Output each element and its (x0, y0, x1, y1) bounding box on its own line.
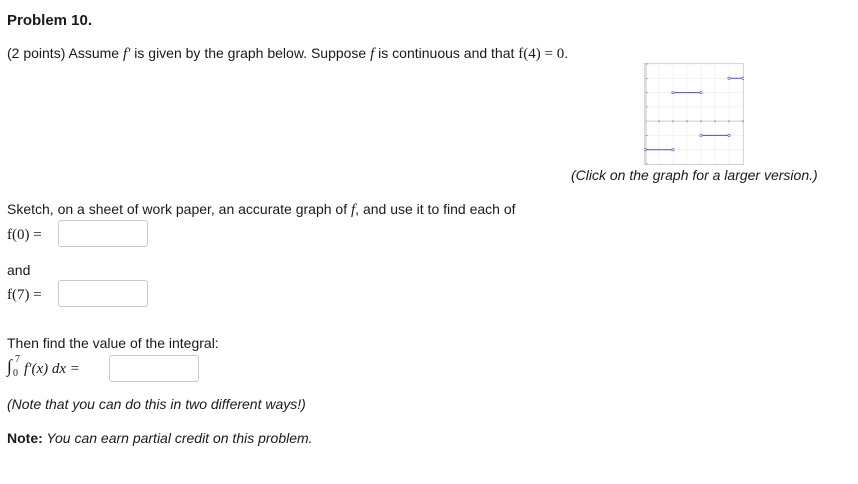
note-two-ways: (Note that you can do this in two different ways!) (7, 396, 306, 412)
integral-prompt: Then find the value of the integral: (7, 335, 219, 351)
intro-points-text: (2 points) Assume (7, 45, 123, 61)
segment-endpoint (742, 77, 744, 79)
segment-endpoint (728, 134, 730, 136)
q1-label: f(0) = (7, 227, 42, 243)
integral-upper-limit: 7 (15, 354, 20, 365)
problem-title: Problem 10. (7, 12, 93, 29)
integral-expression (7, 356, 107, 384)
problem-intro (7, 45, 568, 63)
sketch-instruction (7, 201, 516, 219)
and-text: and (7, 262, 31, 278)
segment-endpoint (728, 77, 730, 79)
fprime-graph (644, 63, 744, 165)
note-label: Note: (7, 430, 43, 446)
graph-caption: (Click on the graph for a larger version.) (571, 167, 818, 183)
fprime-graph-thumbnail[interactable] (644, 63, 744, 165)
intro-f: f (370, 46, 375, 62)
segment-endpoint (700, 134, 702, 136)
sketch-instruction-b: , and use it to find each of (355, 201, 516, 217)
intro-cont-text: is continuous and that (374, 45, 519, 61)
intro-condition: f(4) = 0 (518, 46, 565, 62)
segment-endpoint (644, 149, 646, 151)
segment-endpoint (672, 91, 674, 93)
integral-answer-input[interactable] (109, 355, 199, 382)
f7-answer-input[interactable] (58, 280, 148, 307)
partial-credit-note (7, 430, 313, 446)
integral-lower-limit: 0 (13, 368, 18, 379)
intro-given-text: is given by the graph below. Suppose (130, 45, 371, 61)
sketch-instruction-a: Sketch, on a sheet of work paper, an accurate graph of (7, 201, 351, 217)
segment-endpoint (672, 149, 674, 151)
intro-fprime: f′ (122, 46, 131, 62)
integral-sign: ∫ (7, 356, 12, 376)
sketch-instruction-f: f (351, 202, 356, 218)
note-text: You can earn partial credit on this problem. (42, 430, 313, 446)
f0-answer-input[interactable] (58, 220, 148, 247)
segment-endpoint (700, 91, 702, 93)
q2-label: f(7) = (7, 287, 42, 303)
integral-integrand: f′(x) dx = (24, 361, 80, 377)
intro-end: . (564, 45, 569, 61)
